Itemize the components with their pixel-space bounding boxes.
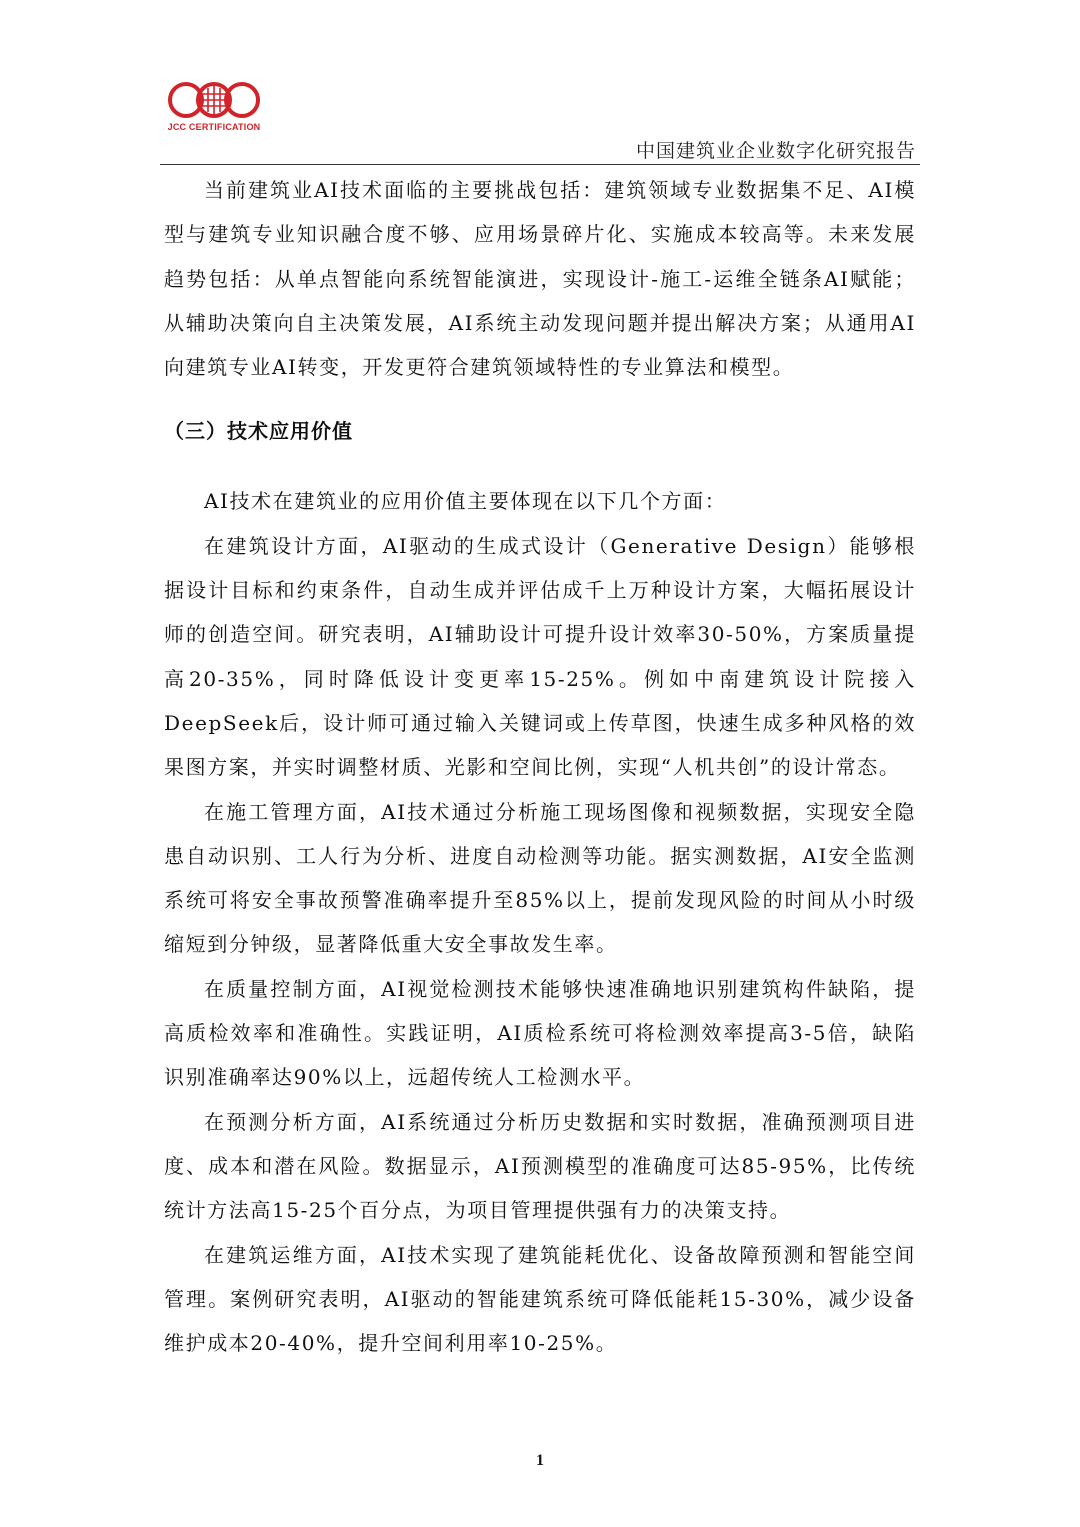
jcc-logo bbox=[164, 80, 264, 136]
section-heading: （三）技术应用价值 bbox=[164, 419, 353, 444]
prediction-paragraph: 在预测分析方面，AI系统通过分析历史数据和实时数据，准确预测项目进度、成本和潜在风险。数据显示，AI预测模型的准确度可达85-95%，比传统统计方法高15-25个百分点，为项目管理提供强有力的决策支持。 bbox=[164, 1109, 916, 1223]
operations-paragraph: 在建筑运维方面，AI技术实现了建筑能耗优化、设备故障预测和智能空间管理。案例研究表明，AI驱动的智能建筑系统可降低能耗15-30%，减少设备维护成本20-40%，提升空间利用率10-25%。 bbox=[164, 1242, 916, 1356]
page-content bbox=[164, 168, 916, 1365]
header-divider bbox=[160, 164, 920, 165]
logo-text: JCC CERTIFICATION bbox=[167, 122, 261, 132]
design-paragraph: 在建筑设计方面，AI驱动的生成式设计（Generative Design）能够根据设计目标和约束条件，自动生成并评估成千上万种设计方案，大幅拓展设计师的创造空间。研究表明，AI辅助设计可提升设计效率30-50%，方案质量提高20-35%，同时降低设计变更率15-25%。例如中南建筑设计院接入DeepSeek后，设计师可通过输入关键词或上传草图，快速生成多种风格的效果图方案，并实时调整材质、光影和空间比例，实现“人机共创”的设计常态。 bbox=[164, 533, 916, 780]
jcc-rings-icon bbox=[164, 80, 264, 120]
page-number: 1 bbox=[536, 1452, 544, 1469]
report-title: 中国建筑业企业数字化研究报告 bbox=[635, 140, 916, 162]
construction-paragraph: 在施工管理方面，AI技术通过分析施工现场图像和视频数据，实现安全隐患自动识别、工人行为分析、进度自动检测等功能。据实测数据，AI安全监测系统可将安全事故预警准确率提升至85%以上，提前发现风险的时间从小时级缩短到分钟级，显著降低重大安全事故发生率。 bbox=[164, 799, 916, 957]
intro-paragraph: AI技术在建筑业的应用价值主要体现在以下几个方面： bbox=[204, 489, 727, 514]
quality-paragraph: 在质量控制方面，AI视觉检测技术能够快速准确地识别建筑构件缺陷，提高质检效率和准确性。实践证明，AI质检系统可将检测效率提高3-5倍，缺陷识别准确率达90%以上，远超传统人工检测水平。 bbox=[164, 976, 916, 1090]
challenges-paragraph: 当前建筑业AI技术面临的主要挑战包括：建筑领域专业数据集不足、AI模型与建筑专业知识融合度不够、应用场景碎片化、实施成本较高等。未来发展趋势包括：从单点智能向系统智能演进，实现设计-施工-运维全链条AI赋能；从辅助决策向自主决策发展，AI系统主动发现问题并提出解决方案；从通用AI向建筑专业AI转变，开发更符合建筑领域特性的专业算法和模型。 bbox=[164, 178, 916, 380]
